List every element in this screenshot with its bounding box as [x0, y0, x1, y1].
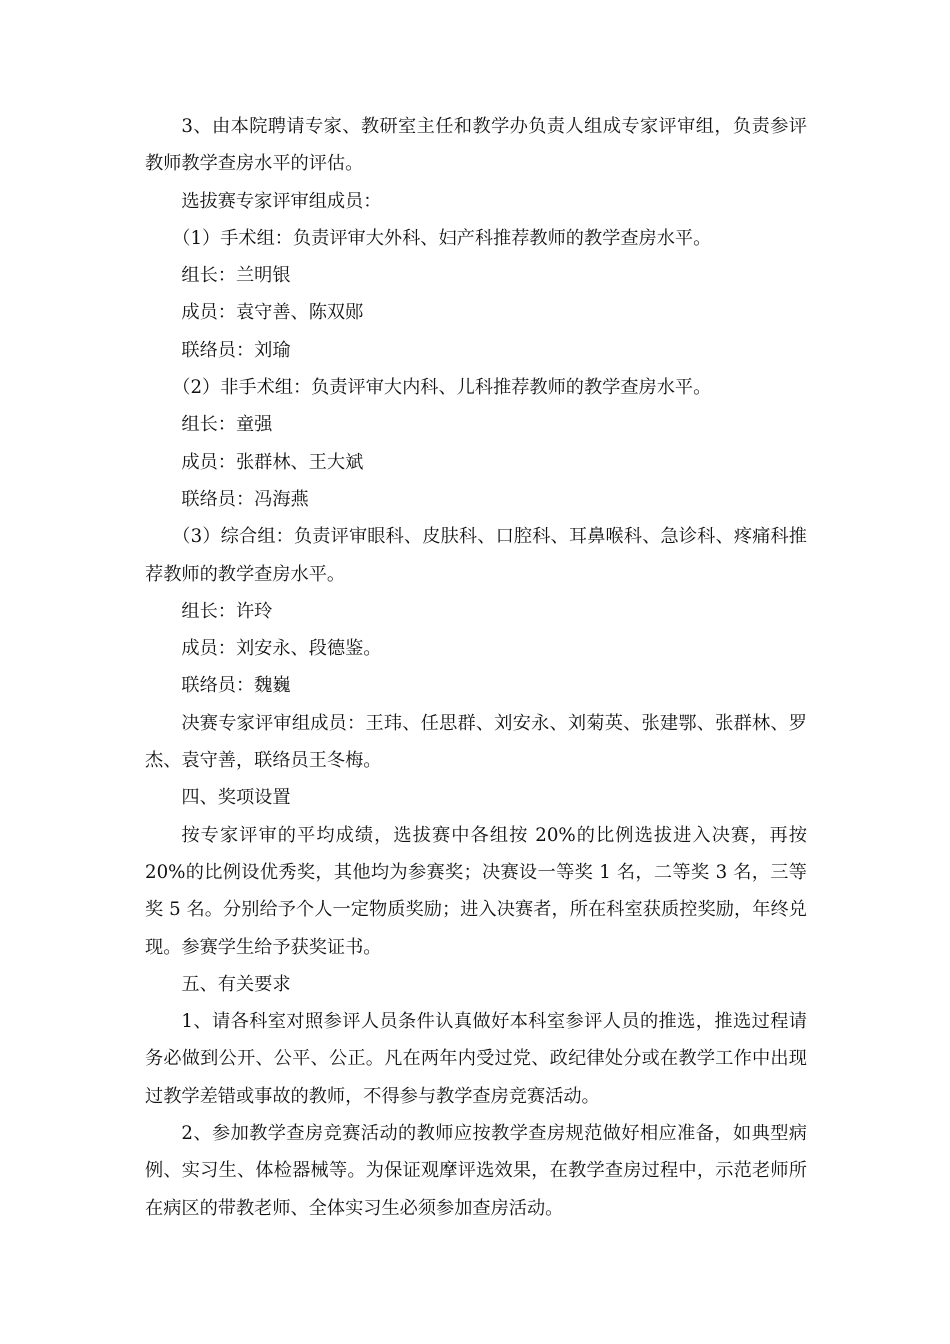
document-body: [145, 108, 807, 1227]
paragraph-surgical-leader: 组长：兰明银: [181, 265, 291, 287]
section-heading-requirements: 五、有关要求: [181, 973, 291, 995]
paragraph-comprehensive-members: 成员：刘安永、段德鉴。: [181, 638, 382, 660]
paragraph-requirement-2: 2、参加教学查房竞赛活动的教师应按教学查房规范做好相应准备，如典型病例、实习生、体检器械等。为保证观摩评选效果，在教学查房过程中，示范老师所在病区的带教老师、全体实习生必须参加查房活动。: [145, 1123, 807, 1219]
paragraph-surgical-group: （1）手术组：负责评审大外科、妇产科推荐教师的教学查房水平。: [172, 227, 712, 249]
section-heading-awards: 四、奖项设置: [181, 787, 291, 809]
paragraph-awards-detail: 按专家评审的平均成绩，选拔赛中各组按 20%的比例选拔进入决赛，再按20%的比例设优秀奖，其他均为参赛奖；决赛设一等奖 1 名，二等奖 3 名，三等奖 5 名。分别给予个人一定物质奖励；进入决赛者，所在科室获质控奖励，年终兑现。参赛学生给予获奖证书。: [145, 824, 807, 958]
paragraph-expert-panel-formation: 3、由本院聘请专家、教研室主任和教学办负责人组成专家评审组，负责参评教师教学查房水平的评估。: [145, 116, 807, 175]
paragraph-comprehensive-liaison: 联络员：魏巍: [181, 675, 291, 697]
paragraph-final-panel: 决赛专家评审组成员：王玮、任思群、刘安永、刘菊英、张建鄂、张群林、罗杰、袁守善，联络员王冬梅。: [145, 712, 807, 772]
paragraph-nonsurgical-liaison: 联络员：冯海燕: [181, 488, 309, 510]
paragraph-nonsurgical-members: 成员：张群林、王大斌: [181, 451, 364, 473]
paragraph-surgical-liaison: 联络员：刘瑜: [181, 339, 291, 361]
paragraph-comprehensive-group: （3）综合组：负责评审眼科、皮肤科、口腔科、耳鼻喉科、急诊科、疼痛科推荐教师的教学查房水平。: [145, 526, 807, 585]
paragraph-nonsurgical-leader: 组长：童强: [181, 414, 273, 436]
paragraph-nonsurgical-group: （2）非手术组：负责评审大内科、儿科推荐教师的教学查房水平。: [172, 377, 712, 399]
paragraph-preliminary-panel-heading: 选拔赛专家评审组成员：: [181, 190, 382, 212]
paragraph-comprehensive-leader: 组长：许玲: [181, 600, 273, 622]
paragraph-surgical-members: 成员：袁守善、陈双郧: [181, 302, 364, 324]
paragraph-requirement-1: 1、请各科室对照参评人员条件认真做好本科室参评人员的推选，推选过程请务必做到公开、公平、公正。凡在两年内受过党、政纪律处分或在教学工作中出现过教学差错或事故的教师，不得参与教学查房竞赛活动。: [145, 1011, 807, 1107]
